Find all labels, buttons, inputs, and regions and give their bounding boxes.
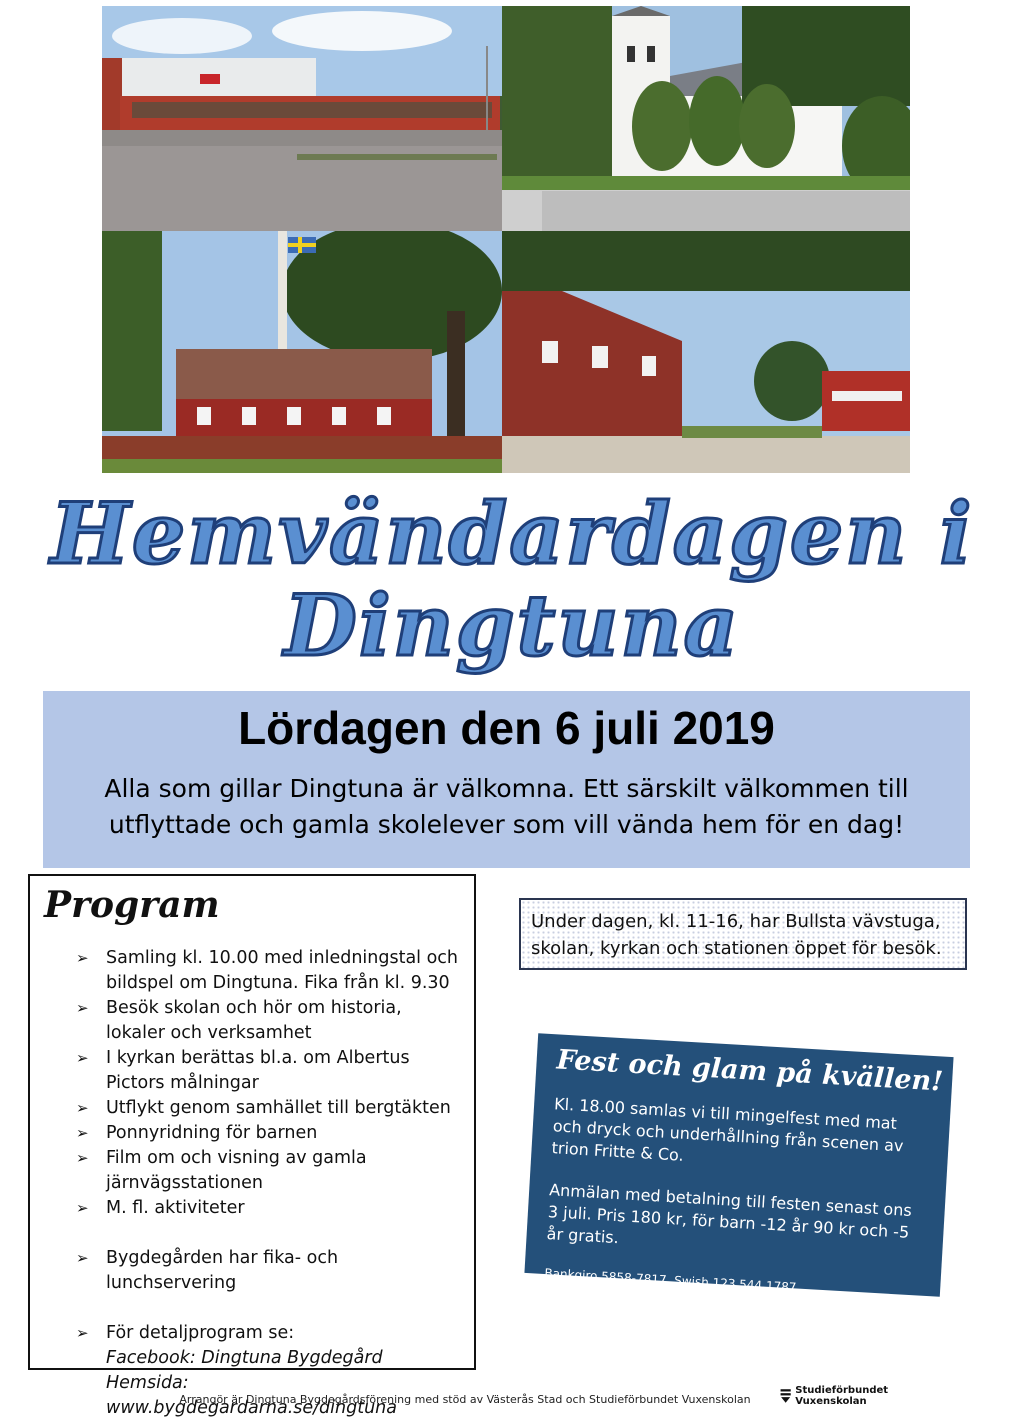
list-item: ➢ Film om och visning av gamla järnvägsstationen [76, 1148, 367, 1193]
daytime-info-box: Under dagen, kl. 11-16, har Bullsta vävstuga, skolan, kyrkan och stationen öppet för besök. [519, 898, 967, 970]
vuxenskolan-logo-icon [780, 1383, 791, 1409]
evening-heading: Fest och glam på kvällen! [555, 1044, 944, 1098]
list-item: ➢ Ponnyridning för barnen [30, 1121, 474, 1146]
evening-details: Kl. 18.00 samlas vi till mingelfest med mat och dryck och underhållning från scenen av trion Fritte & Co. [551, 1094, 904, 1165]
registration-details: Anmälan med betalning till festen senast ons 3 juli. Pris 180 kr, för barn -12 år 90 kr och -5 år gratis. [546, 1180, 913, 1248]
list-item: ➢ M. fl. aktiviteter [30, 1196, 474, 1221]
photo-ica-store [102, 6, 502, 231]
logo-text: Studieförbundet Vuxenskolan [795, 1385, 889, 1407]
facebook-link: Facebook: Dingtuna Bygdegård [106, 1348, 383, 1368]
photo-church [502, 6, 910, 231]
list-item: ➢ Utflykt genom samhället till bergtäkten [30, 1096, 474, 1121]
evening-party-box [524, 1033, 953, 1297]
arrow-bullet-icon: ➢ [76, 1099, 89, 1117]
poster-title: Hemvändardagen i Dingtuna [50, 484, 974, 675]
welcome-text: Alla som gillar Dingtuna är välkomna. Ett särskilt välkommen till utflyttade och gamla skolelever som vill vända hem för en dag! [104, 774, 909, 839]
list-item: ➢ I kyrkan berättas bl.a. om Albertus Pictors målningar [76, 1048, 410, 1093]
list-item: ➢ Samling kl. 10.00 med inledningstal och bildspel om Dingtuna. Fika från kl. 9.30 [76, 948, 459, 993]
arrow-bullet-icon: ➢ [76, 1049, 89, 1067]
photo-red-house [102, 231, 502, 473]
date-banner [43, 691, 970, 868]
date-heading: Lördagen den 6 juli 2019 [238, 702, 775, 754]
arrow-bullet-icon: ➢ [76, 949, 89, 967]
arrow-bullet-icon: ➢ [76, 999, 89, 1017]
program-list [30, 946, 474, 1421]
footer-note: Arrangör är Dingtuna Bygdegårdsförening med stöd av Västerås Stad och Studieförbundet Vuxenskolan [179, 1393, 751, 1406]
program-heading: Program [44, 884, 220, 926]
studieforbundet-logo [780, 1382, 890, 1410]
payment-details: Bankgiro 5858-7817, Swish 123 544 1787. [544, 1265, 801, 1295]
arrow-bullet-icon: ➢ [76, 1199, 89, 1217]
list-item: ➢ Besök skolan och hör om historia, lokaler och verksamhet [76, 998, 402, 1043]
website-link: Hemsida: www.bygdegardarna.se/dingtuna [106, 1373, 397, 1418]
photo-station [502, 231, 910, 473]
arrow-bullet-icon: ➢ [76, 1149, 89, 1167]
details-item: ➢ För detaljprogram se: Facebook: Dingtuna Bygdegård Hemsida: www.bygdegardarna.se/dingtuna [30, 1321, 474, 1421]
arrow-bullet-icon: ➢ [76, 1324, 89, 1342]
cafe-item: ➢ Bygdegården har fika- och lunchservering [76, 1248, 339, 1293]
arrow-bullet-icon: ➢ [76, 1249, 89, 1267]
arrow-bullet-icon: ➢ [76, 1124, 89, 1142]
